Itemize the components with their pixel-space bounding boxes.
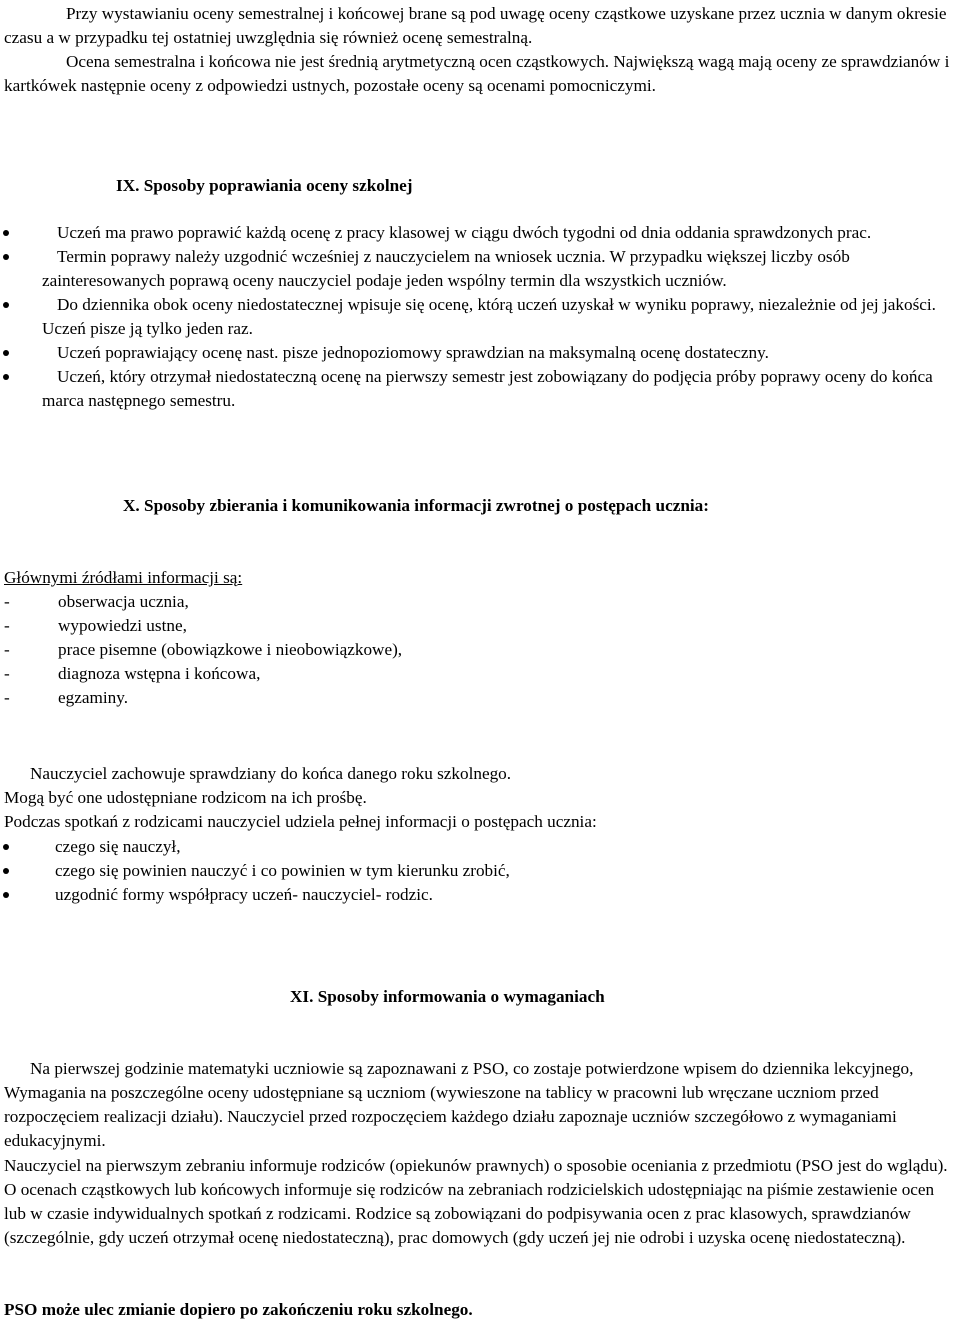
meeting-list bbox=[55, 835, 954, 907]
list-item: - obserwacja ucznia, bbox=[4, 592, 189, 611]
bullet-icon bbox=[3, 302, 9, 308]
list-item: Uczeń ma prawo poprawić każdą ocenę z pracy klasowej w ciągu dwóch tygodni od dnia oddania sprawdzonych prac. bbox=[42, 221, 954, 245]
list-item: czego się nauczył, bbox=[55, 835, 954, 859]
bullet-icon bbox=[3, 892, 9, 898]
list-item: Termin poprawy należy uzgodnić wcześniej z nauczycielem na wniosek ucznia. W przypadku większej liczby osób zainteresowanych poprawą oceny nauczyciel podaje jeden wspólny termin dla wszystkich uczniów. bbox=[42, 245, 954, 293]
bullet-icon bbox=[3, 374, 9, 380]
teacher-info-line-2: Mogą być one udostępniane rodzicom na ich prośbę. bbox=[4, 788, 367, 807]
list-item: Do dziennika obok oceny niedostatecznej wpisuje się ocenę, którą uczeń uzyskał w wyniku poprawy, niezależnie od jej jakości. Uczeń pisze ją tylko jeden raz. bbox=[42, 293, 954, 341]
bullet-icon bbox=[3, 868, 9, 874]
section-11-paragraph-1: Na pierwszej godzinie matematyki uczniowie są zapoznawani z PSO, co zostaje potwierdzone wpisem do dziennika lekcyjnego, Wymagania na poszczególne oceny udostępniane są uczniom (wywieszone na tablicy w pracowni lub wręczane uczniom przed rozpoczęciem realizacji działu). Nauczyciel przed rozpoczęciem każdego działu zapoznaje uczniów szczegółowo z wymaganiami edukacyjnymi. bbox=[4, 1059, 914, 1150]
sources-label: Głównymi źródłami informacji są: bbox=[4, 568, 243, 587]
teacher-info-line-3: Podczas spotkań z rodzicami nauczyciel udziela pełnej informacji o postępach ucznia: bbox=[4, 812, 597, 831]
list-item: Uczeń, który otrzymał niedostateczną ocenę na pierwszy semestr jest zobowiązany do podjęcia próby poprawy oceny do końca marca następnego semestru. bbox=[42, 365, 954, 413]
section-11-paragraph-2: Nauczyciel na pierwszym zebraniu informuje rodziców (opiekunów prawnych) o sposobie oceniania z przedmiotu (PSO jest do wglądu). O ocenach cząstkowych lub końcowych informuje się rodziców na zebraniach rodzicielskich udostępniając na piśmie zestawienie ocen lub w czasie indywidualnych spotkań z rodzicami. Rodzice są zobowiązani do podpisywania ocen z prac klasowych, sprawdzianów (szczególnie, gdy uczeń otrzymał ocenę niedostateczną), prac domowych (gdy uczeń jej nie odrobi i uzyska ocenę niedostateczną). bbox=[4, 1156, 948, 1247]
list-item: - egzaminy. bbox=[4, 688, 128, 707]
teacher-info-line-1: Nauczyciel zachowuje sprawdziany do końca danego roku szkolnego. bbox=[30, 764, 512, 783]
intro-paragraph-1: Przy wystawianiu oceny semestralnej i końcowej brane są pod uwagę oceny cząstkowe uzyskane przez ucznia w danym okresie czasu a w przypadku tej ostatniej uwzględnia się również ocenę semestralną. bbox=[4, 4, 947, 47]
list-item: - prace pisemne (obowiązkowe i nieobowiązkowe), bbox=[4, 640, 403, 659]
section-10-heading: X. Sposoby zbierania i komunikowania informacji zwrotnej o postępach ucznia: bbox=[123, 496, 709, 515]
final-note: PSO może ulec zmianie dopiero po zakończeniu roku szkolnego. bbox=[4, 1300, 473, 1319]
list-item: - wypowiedzi ustne, bbox=[4, 616, 187, 635]
intro-paragraph-2: Ocena semestralna i końcowa nie jest średnią arytmetyczną ocen cząstkowych. Największą wagą mają oceny ze sprawdzianów i kartkówek następnie oceny z odpowiedzi ustnych, pozostałe oceny są ocenami pomocniczymi. bbox=[4, 52, 950, 95]
sources-list bbox=[4, 590, 402, 710]
bullet-icon bbox=[3, 350, 9, 356]
bullet-icon bbox=[3, 254, 9, 260]
bullet-icon bbox=[3, 230, 9, 236]
bullet-icon bbox=[3, 844, 9, 850]
list-item: Uczeń poprawiający ocenę nast. pisze jednopoziomowy sprawdzian na maksymalną ocenę dostateczny. bbox=[42, 341, 954, 365]
list-item: uzgodnić formy współpracy uczeń- nauczyciel- rodzic. bbox=[55, 883, 954, 907]
list-item: - diagnoza wstępna i końcowa, bbox=[4, 664, 261, 683]
section-11-heading: XI. Sposoby informowania o wymaganiach bbox=[290, 987, 605, 1006]
section-9-list bbox=[42, 221, 954, 413]
list-item: czego się powinien nauczyć i co powinien w tym kierunku zrobić, bbox=[55, 859, 954, 883]
section-9-heading: IX. Sposoby poprawiania oceny szkolnej bbox=[116, 176, 413, 195]
